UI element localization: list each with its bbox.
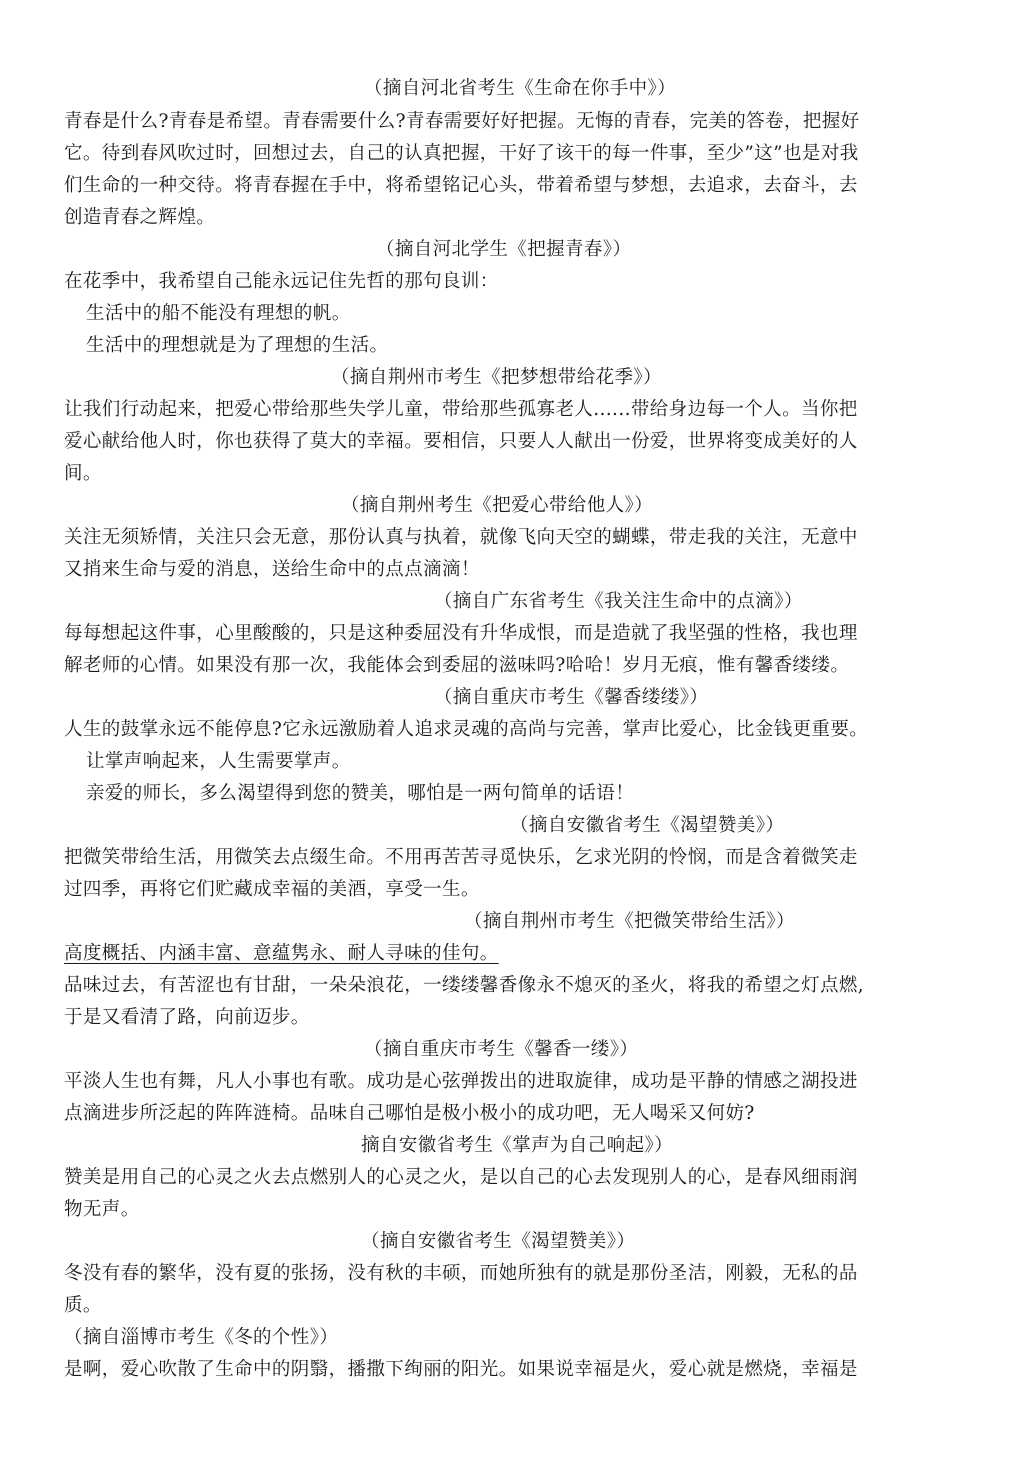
text-line: 创造青春之辉煌。 [64, 207, 216, 228]
source-citation: （摘自荆州考生《把爱心带给他人》） [341, 495, 654, 516]
source-citation: （摘自广东省考生《我关注生命中的点滴》） [434, 591, 803, 612]
text-line: 它。待到春风吹过时，回想过去，自己的认真把握，干好了该干的每一件事，至少”这”也是对我 [64, 143, 859, 164]
text-line: 点滴进步所泛起的阵阵涟椅。品味自己哪怕是极小极小的成功吧，无人喝采又何妨? [64, 1103, 755, 1124]
text-line: 赞美是用自己的心灵之火去点燃别人的心灵之火，是以自己的心去发现别人的心，是春风细雨润 [64, 1167, 858, 1188]
section-heading: 高度概括、内涵丰富、意蕴隽永、耐人寻味的佳句。 [64, 943, 499, 964]
text-line: 又捎来生命与爱的消息，送给生命中的点点滴滴！ [64, 559, 480, 580]
source-citation: （摘自重庆市考生《馨香缕缕》） [434, 687, 709, 708]
text-line: 间。 [64, 463, 102, 484]
text-line: 物无声。 [64, 1199, 140, 1220]
text-line: 让我们行动起来，把爱心带给那些失学儿童，带给那些孤寡老人......带给身边每一个人。当你把 [64, 399, 858, 420]
text-line: 把微笑带给生活，用微笑去点缀生命。不用再苦苦寻觅快乐，乞求光阴的怜悯，而是含着微笑走 [64, 847, 858, 868]
quote-line: 生活中的理想就是为了理想的生活。 [86, 335, 389, 356]
quote-line: 生活中的船不能没有理想的帆。 [86, 303, 351, 324]
text-line: 爱心献给他人时，你也获得了莫大的幸福。要相信，只要人人献出一份爱，世界将变成美好的人 [64, 431, 858, 452]
text-line: 关注无须矫情，关注只会无意，那份认真与执着，就像飞向天空的蝴蝶，带走我的关注，无意中 [64, 527, 858, 548]
source-citation: （摘自重庆市考生《馨香一缕》） [364, 1039, 639, 1060]
source-citation: （摘自河北省考生《生命在你手中》） [364, 78, 677, 99]
source-citation: （摘自荆州市考生《把梦想带给花季》） [331, 367, 662, 388]
text-line: 质。 [64, 1295, 102, 1316]
source-citation: （摘自荆州市考生《把微笑带给生活》） [464, 911, 795, 932]
source-citation: （摘自淄博市考生《冬的个性》） [64, 1327, 339, 1348]
text-line: 每每想起这件事，心里酸酸的，只是这种委屈没有升华成恨，而是造就了我坚强的性格，我也理 [64, 623, 858, 644]
text-line: 是啊，爱心吹散了生命中的阴翳，播撒下绚丽的阳光。如果说幸福是火，爱心就是燃烧，幸福是 [64, 1359, 858, 1380]
text-line: 冬没有春的繁华，没有夏的张扬，没有秋的丰硕，而她所独有的就是那份圣洁，刚毅，无私的品 [64, 1263, 858, 1284]
text-line: 品味过去，有苦涩也有甘甜，一朵朵浪花，一缕缕馨香像永不熄灭的圣火，将我的希望之灯点燃, [64, 975, 865, 996]
text-line: 亲爱的师长，多么渴望得到您的赞美，哪怕是一两句简单的话语！ [86, 783, 635, 804]
text-line: 让掌声响起来，人生需要掌声。 [86, 751, 351, 772]
text-line: 在花季中，我希望自己能永远记住先哲的那句良训： [64, 271, 499, 292]
source-citation: （摘自安徽省考生《渴望赞美》） [361, 1231, 636, 1252]
text-line: 青春是什么?青春是希望。青春需要什么?青春需要好好把握。无悔的青春，完美的答卷，把握好 [64, 111, 860, 132]
text-line: 人生的鼓掌永远不能停息?它永远激励着人追求灵魂的高尚与完善，掌声比爱心，比金钱更重要。 [64, 719, 869, 740]
text-line: 们生命的一种交待。将青春握在手中，将希望铭记心头，带着希望与梦想，去追求，去奋斗，去 [64, 175, 858, 196]
text-line: 过四季，再将它们贮藏成幸福的美酒，享受一生。 [64, 879, 480, 900]
text-line: 解老师的心情。如果没有那一次，我能体会到委屈的滋味吗?哈哈！岁月无痕，惟有馨香缕缕。 [64, 655, 850, 676]
source-citation: （摘自安徽省考生《渴望赞美》） [510, 815, 785, 836]
source-citation: （摘自河北学生《把握青春》） [376, 239, 632, 260]
source-citation: 摘自安徽省考生《掌声为自己响起》） [361, 1135, 674, 1156]
text-line: 于是又看清了路，向前迈步。 [64, 1007, 310, 1028]
text-line: 平淡人生也有舞，凡人小事也有歌。成功是心弦弹拨出的进取旋律，成功是平静的情感之湖投进 [64, 1071, 858, 1092]
